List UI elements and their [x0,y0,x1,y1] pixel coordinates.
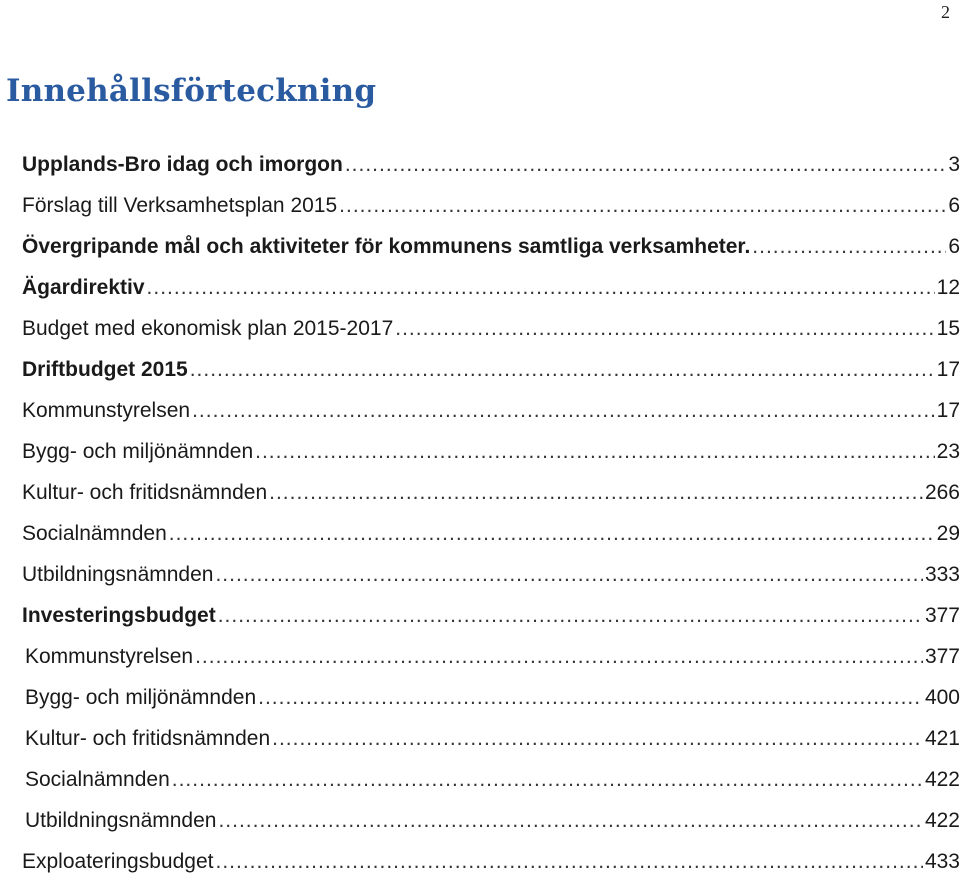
toc-entry[interactable] [22,144,960,185]
toc-entry-page: 3 [948,153,960,176]
toc-dot-leader [195,636,923,677]
toc-entry-page: 12 [936,276,960,299]
toc-entry[interactable] [22,349,960,390]
toc-entry-label: Bygg- och miljönämnden [25,686,257,709]
toc-entry-label: Kultur- och fritidsnämnden [25,727,271,750]
toc-dot-leader [255,431,935,472]
toc-dot-leader [172,759,923,800]
toc-title: Innehållsförteckning [6,73,377,109]
toc-dot-leader [215,554,922,595]
toc-dot-leader [190,349,935,390]
toc-entry-label: Bygg- och miljönämnden [22,440,254,463]
toc-dot-leader [147,267,935,308]
toc-dot-leader [395,308,934,349]
toc-dot-leader [215,841,922,882]
toc-entry-label: Kultur- och fritidsnämnden [22,481,268,504]
toc-entry-label: Socialnämnden [25,768,170,791]
toc-dot-leader [218,595,923,636]
toc-dot-leader [345,144,946,185]
toc-entry[interactable] [22,554,960,595]
toc-entry[interactable] [22,267,960,308]
toc-dot-leader [752,226,946,267]
toc-entry[interactable] [22,718,960,759]
toc-entry-page: 377 [924,604,960,627]
toc-entry-label: Driftbudget 2015 [22,358,188,381]
toc-list [22,144,960,882]
toc-entry-page: 6 [948,194,960,217]
toc-entry-page: 6 [948,235,960,258]
toc-dot-leader [169,513,935,554]
toc-dot-leader [258,677,923,718]
toc-entry-page: 377 [924,645,960,668]
toc-entry-label: Socialnämnden [22,522,167,545]
toc-entry-label: Övergripande mål och aktiviteter för kommunens samtliga verksamheter. [22,235,751,258]
toc-entry-label: Utbildningsnämnden [25,809,217,832]
toc-entry-label: Investeringsbudget [22,604,216,627]
toc-entry-label: Förslag till Verksamhetsplan 2015 [22,194,338,217]
toc-entry-label: Utbildningsnämnden [22,563,214,586]
toc-dot-leader [339,185,946,226]
toc-entry-label: Exploateringsbudget [22,850,214,873]
toc-entry-page: 29 [936,522,960,545]
toc-entry[interactable] [22,185,960,226]
toc-entry-page: 433 [924,850,960,873]
toc-entry-page: 17 [936,358,960,381]
toc-entry-page: 421 [924,727,960,750]
toc-dot-leader [192,390,935,431]
toc-entry[interactable] [22,513,960,554]
toc-entry[interactable] [22,308,960,349]
toc-dot-leader [272,718,923,759]
toc-entry[interactable] [22,841,960,882]
toc-entry-page: 422 [924,809,960,832]
toc-entry-page: 422 [924,768,960,791]
toc-entry-label: Budget med ekonomisk plan 2015-2017 [22,317,394,340]
toc-entry-label: Kommunstyrelsen [25,645,194,668]
toc-entry[interactable] [22,472,960,513]
toc-entry-label: Upplands-Bro idag och imorgon [22,153,343,176]
toc-entry-page: 23 [936,440,960,463]
toc-entry[interactable] [22,226,960,267]
toc-entry-label: Kommunstyrelsen [22,399,191,422]
toc-dot-leader [269,472,923,513]
toc-entry-page: 333 [924,563,960,586]
toc-entry[interactable] [22,636,960,677]
toc-entry[interactable] [22,800,960,841]
toc-entry-page: 17 [936,399,960,422]
toc-entry-label: Ägardirektiv [22,276,145,299]
toc-entry-page: 400 [924,686,960,709]
toc-entry-page: 15 [936,317,960,340]
toc-dot-leader [218,800,922,841]
page-number: 2 [941,2,950,22]
toc-entry[interactable] [22,595,960,636]
toc-entry-page: 266 [924,481,960,504]
toc-entry[interactable] [22,759,960,800]
toc-entry[interactable] [22,431,960,472]
toc-entry[interactable] [22,390,960,431]
toc-entry[interactable] [22,677,960,718]
